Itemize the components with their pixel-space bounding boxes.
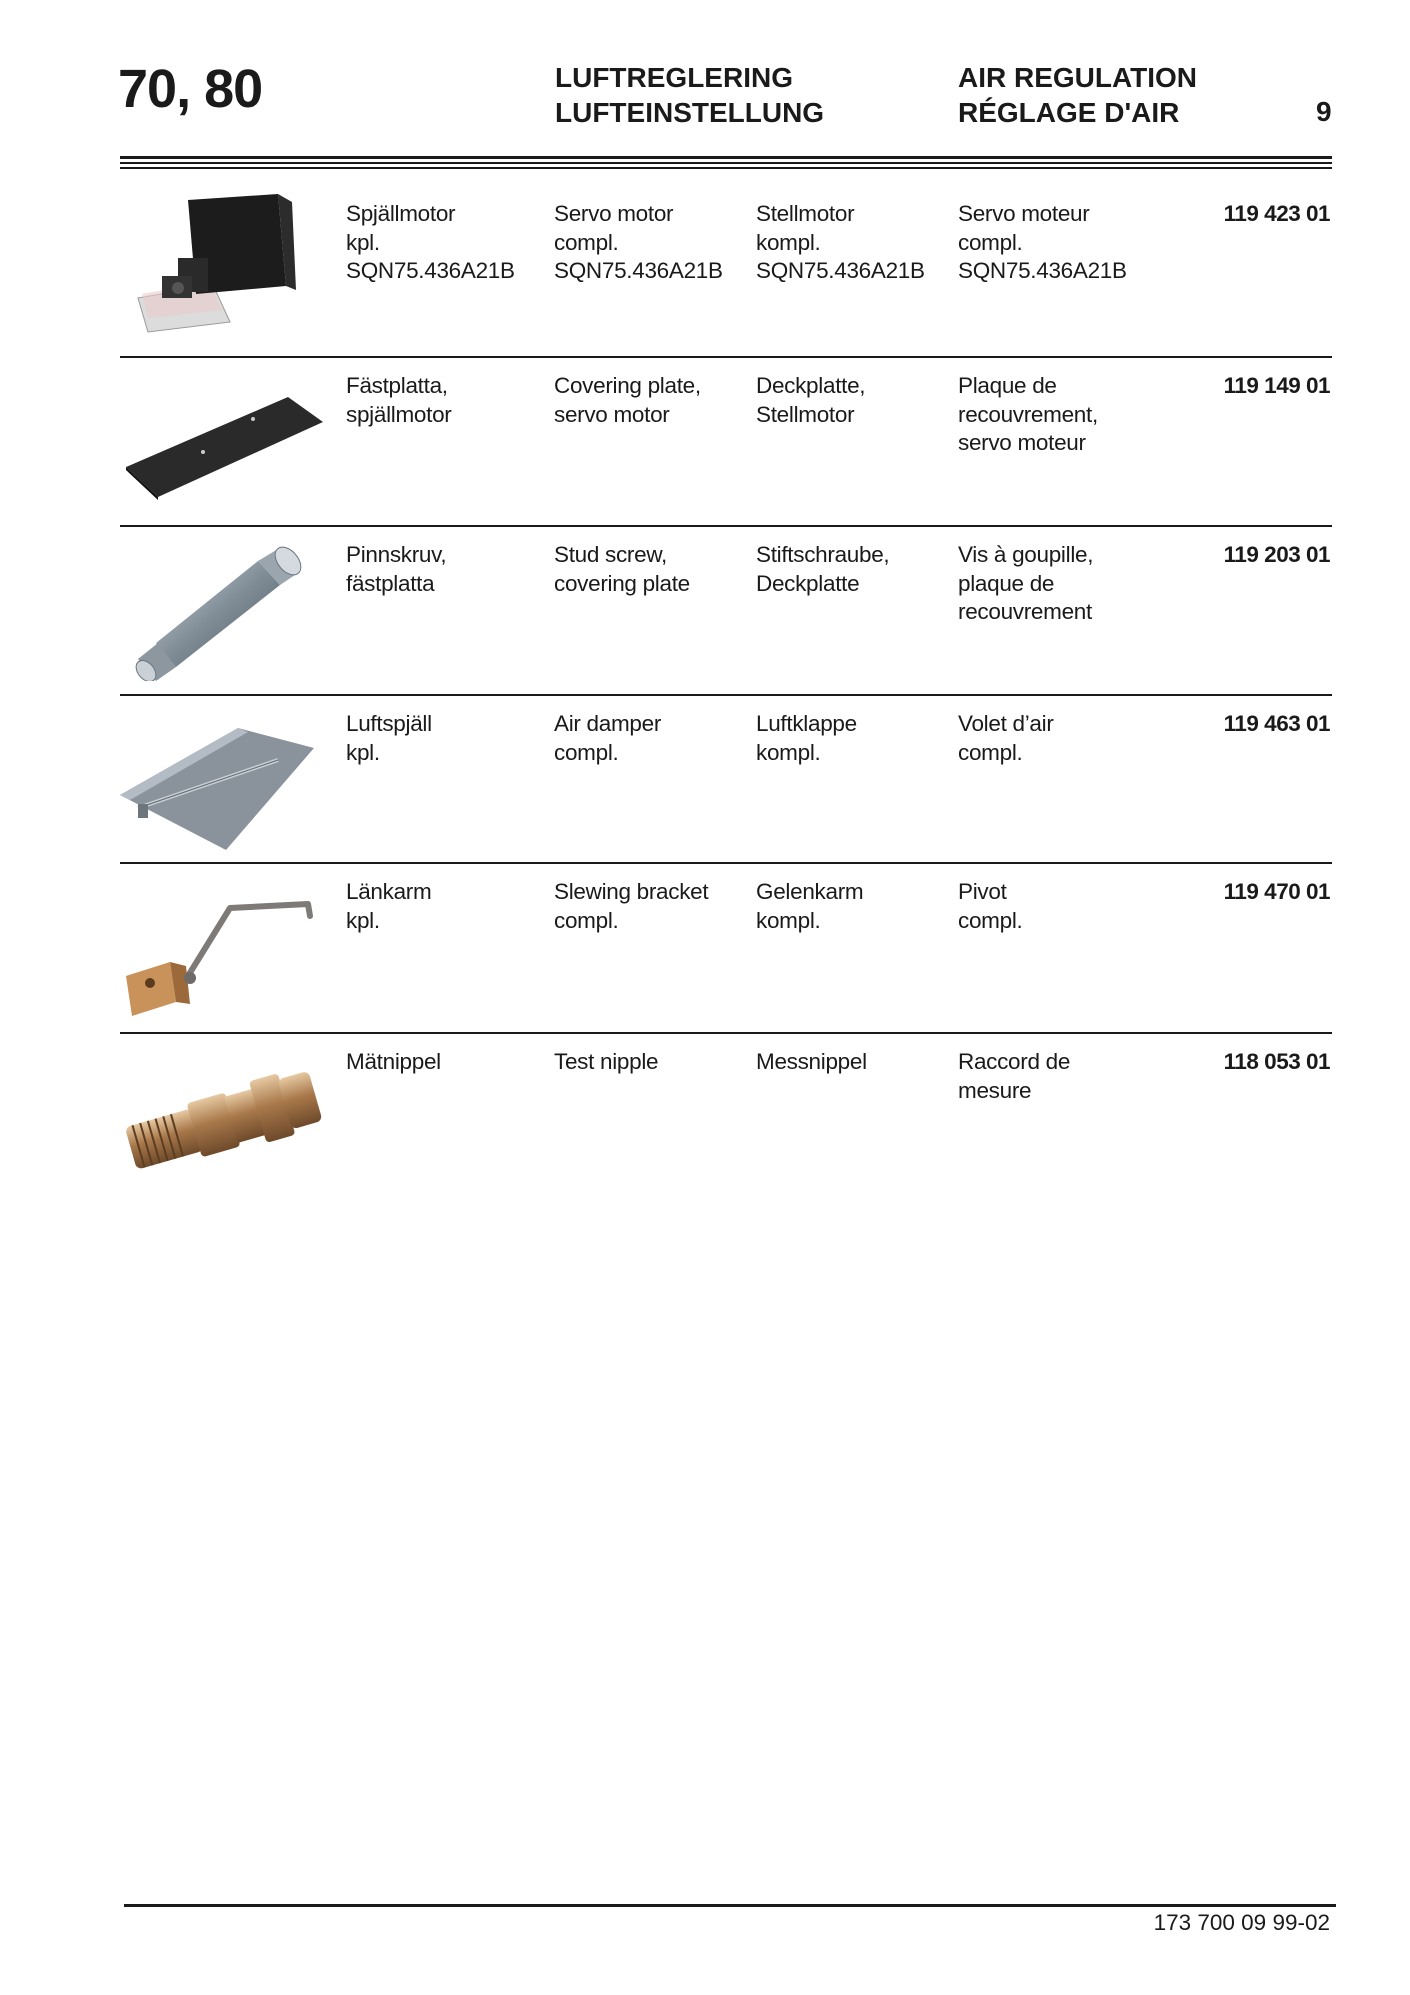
description-line: Covering plate, [554, 373, 701, 398]
servo-motor-image [118, 190, 328, 340]
description-french [958, 200, 1178, 286]
document-reference: 173 700 09 99-02 [1153, 1910, 1330, 1935]
description-line: Air damper [554, 711, 662, 736]
part-number: 119 470 01 [1223, 879, 1330, 904]
stud-screw-image [118, 531, 328, 681]
header-rule-thick [120, 156, 1332, 159]
description-line: Stud screw, [554, 542, 668, 567]
title-swedish-german [555, 60, 824, 130]
description-line: Messnippel [756, 1049, 867, 1074]
description-line: Slewing bracket [554, 879, 709, 904]
description-line: kompl. [756, 229, 821, 255]
description-english [554, 710, 754, 767]
title-english-french [958, 60, 1197, 130]
part-number: 119 463 01 [1223, 711, 1330, 736]
description-line: compl. [554, 229, 619, 255]
part-row [0, 1032, 1410, 1200]
description-line: Pivot [958, 879, 1007, 904]
description-german [756, 541, 956, 598]
description-line: SQN75.436A21B [346, 258, 515, 283]
description-line: mesure [958, 1077, 1032, 1103]
description-line: compl. [958, 739, 1023, 765]
description-line: compl. [958, 907, 1023, 933]
description-german [756, 372, 956, 429]
description-line: Stellmotor [756, 401, 855, 427]
description-line: servo moteur [958, 430, 1086, 455]
part-number: 118 053 01 [1223, 1049, 1330, 1074]
part-row [0, 356, 1410, 524]
footer-rule [124, 1904, 1336, 1907]
title-english: AIR REGULATION [958, 62, 1198, 93]
part-row [0, 525, 1410, 693]
header-rule-thin-2 [120, 167, 1332, 169]
description-swedish [346, 710, 546, 767]
description-german [756, 1048, 956, 1077]
description-line: Raccord de [958, 1049, 1071, 1074]
description-line: Stiftschraube, [756, 542, 890, 567]
description-french [958, 541, 1178, 627]
description-english [554, 372, 754, 429]
description-line: Deckplatte, [756, 373, 866, 398]
description-line: kpl. [346, 229, 380, 255]
description-line: SQN75.436A21B [756, 258, 925, 283]
description-swedish [346, 200, 546, 286]
air-damper-image [118, 700, 328, 850]
description-line: Vis à goupille, [958, 542, 1094, 567]
description-german [756, 710, 956, 767]
description-line: recouvrement, [958, 401, 1098, 427]
description-german [756, 200, 956, 286]
description-line: Mätnippel [346, 1049, 441, 1074]
part-number: 119 149 01 [1223, 373, 1330, 398]
description-line: Gelenkarm [756, 879, 864, 904]
description-line: servo motor [554, 401, 670, 427]
part-row [0, 694, 1410, 862]
description-line: Luftspjäll [346, 711, 432, 736]
description-line: Pinnskruv, [346, 542, 447, 567]
row-divider [120, 694, 1332, 696]
description-line: covering plate [554, 570, 690, 596]
title-german: LUFTEINSTELLUNG [555, 97, 825, 128]
part-row [0, 184, 1410, 352]
row-divider [120, 356, 1332, 358]
part-number: 119 203 01 [1223, 542, 1330, 567]
description-french [958, 1048, 1178, 1105]
title-swedish: LUFTREGLERING [555, 62, 793, 93]
description-line: plaque de [958, 570, 1055, 596]
title-french: RÉGLAGE D'AIR [958, 97, 1180, 128]
description-french [958, 710, 1178, 767]
description-french [958, 372, 1178, 458]
description-swedish [346, 541, 546, 598]
description-line: Servo motor [554, 201, 674, 226]
description-line: Deckplatte [756, 570, 860, 596]
description-line: compl. [554, 907, 619, 933]
description-line: kpl. [346, 739, 380, 765]
description-english [554, 541, 754, 598]
part-number: 119 423 01 [1223, 201, 1330, 226]
description-line: compl. [958, 229, 1023, 255]
part-row [0, 862, 1410, 1030]
header-rule-thin-1 [120, 162, 1332, 164]
description-swedish [346, 1048, 546, 1077]
description-line: fästplatta [346, 570, 435, 596]
row-divider [120, 1032, 1332, 1034]
description-swedish [346, 372, 546, 429]
description-line: SQN75.436A21B [554, 258, 723, 283]
description-line: Plaque de [958, 373, 1057, 398]
description-line: SQN75.436A21B [958, 258, 1127, 283]
description-line: Luftklappe [756, 711, 857, 736]
description-line: spjällmotor [346, 401, 452, 427]
description-line: Stellmotor [756, 201, 855, 226]
row-divider [120, 525, 1332, 527]
description-english [554, 878, 754, 935]
test-nipple-image [118, 1038, 328, 1188]
slewing-bracket-image [118, 868, 328, 1018]
description-line: compl. [554, 739, 619, 765]
description-line: Servo moteur [958, 201, 1090, 226]
description-line: Länkarm [346, 879, 432, 904]
description-line: kompl. [756, 907, 821, 933]
description-line: recouvrement [958, 599, 1092, 624]
description-line: Test nipple [554, 1049, 659, 1074]
description-swedish [346, 878, 546, 935]
description-line: kpl. [346, 907, 380, 933]
covering-plate-image [118, 362, 328, 512]
model-number: 70, 80 [118, 59, 263, 119]
description-line: Fästplatta, [346, 373, 448, 398]
description-french [958, 878, 1178, 935]
description-line: Spjällmotor [346, 201, 456, 226]
description-german [756, 878, 956, 935]
description-english [554, 1048, 754, 1077]
description-english [554, 200, 754, 286]
description-line: kompl. [756, 739, 821, 765]
row-divider [120, 862, 1332, 864]
description-line: Volet d’air [958, 711, 1054, 736]
page-number: 9 [1316, 96, 1332, 127]
